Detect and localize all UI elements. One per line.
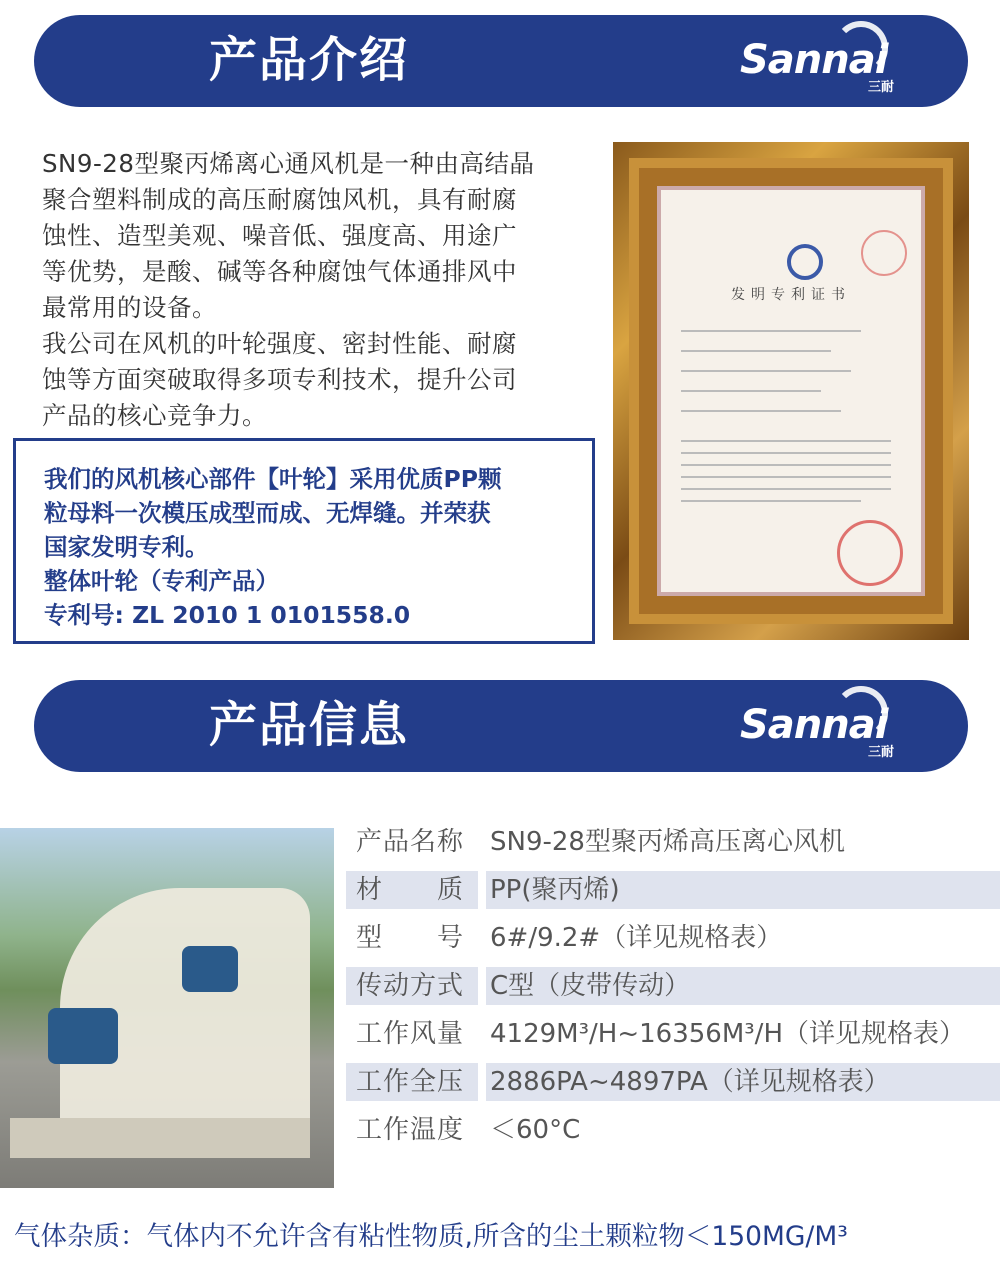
spec-value: C型（皮带传动）	[486, 967, 1000, 1005]
patent-certificate-image	[613, 142, 969, 640]
patent-line: 国家发明专利。	[44, 533, 209, 561]
spec-value: PP(聚丙烯)	[486, 871, 1000, 909]
spec-value: SN9-28型聚丙烯高压离心风机	[490, 827, 845, 857]
cert-text-line	[681, 330, 861, 332]
cert-text-line	[681, 464, 891, 466]
logo-word: Sannai	[740, 37, 888, 83]
spec-label: 工作全压	[346, 1063, 478, 1101]
intro-line: 蚀等方面突破取得多项专利技术，提升公司	[42, 365, 517, 394]
spec-row	[346, 1010, 1000, 1058]
section-title-info: 产品信息	[209, 697, 410, 753]
spec-value: 2886PA~4897PA（详见规格表）	[486, 1063, 1000, 1101]
fan-base	[10, 1118, 310, 1158]
spec-label: 材 质	[346, 871, 478, 909]
spec-label: 工作温度	[356, 1115, 465, 1145]
spec-row	[346, 818, 1000, 866]
logo-word: Sannai	[740, 702, 888, 748]
intro-line: 等优势，是酸、碱等各种腐蚀气体通排风中	[42, 257, 517, 286]
cert-text-line	[681, 488, 891, 490]
intro-line: 蚀性、造型美观、噪音低、强度高、用途广	[42, 221, 517, 250]
intro-line: 聚合塑料制成的高压耐腐蚀风机，具有耐腐	[42, 185, 517, 214]
seal-icon	[861, 230, 907, 276]
sannai-logo	[740, 25, 900, 97]
red-seal-icon	[837, 520, 903, 586]
spec-row	[346, 914, 1000, 962]
product-photo	[0, 828, 334, 1188]
patent-number: 专利号: ZL 2010 1 0101558.0	[44, 601, 411, 629]
section-banner-intro	[34, 15, 968, 107]
spec-label: 传动方式	[346, 967, 478, 1005]
logo-cn: 三耐	[867, 745, 894, 760]
spec-label: 产品名称	[356, 827, 465, 857]
cert-text-line	[681, 440, 891, 442]
spec-label: 工作风量	[356, 1019, 465, 1049]
gas-impurity-note: 气体杂质：气体内不允许含有粘性物质,所含的尘土颗粒物＜150MG/M³	[14, 1221, 848, 1252]
motor	[48, 1008, 118, 1064]
patent-line: 我们的风机核心部件【叶轮】采用优质PP颗	[44, 465, 502, 493]
intro-line: 最常用的设备。	[42, 293, 217, 322]
patent-text	[44, 462, 584, 632]
cert-text-line	[681, 476, 891, 478]
section-title-intro: 产品介绍	[209, 32, 410, 88]
cert-text-line	[681, 390, 821, 392]
certificate-paper	[657, 186, 925, 596]
certificate-title: 发明专利证书	[731, 287, 851, 303]
patent-highlight-box	[13, 438, 595, 644]
intro-line: 产品的核心竞争力。	[42, 401, 267, 430]
spec-row	[346, 1058, 1000, 1106]
patent-line: 整体叶轮（专利产品）	[44, 567, 279, 595]
intro-paragraph	[42, 146, 582, 434]
spec-value: ＜60°C	[490, 1115, 581, 1145]
product-specs-table	[346, 818, 1000, 1154]
cert-text-line	[681, 452, 891, 454]
spec-value: 4129M³/H~16356M³/H（详见规格表）	[490, 1019, 965, 1049]
spec-row	[346, 866, 1000, 914]
intro-line: SN9-28型聚丙烯离心通风机是一种由高结晶	[42, 149, 535, 178]
cert-text-line	[681, 500, 861, 502]
bearing-housing	[182, 946, 238, 992]
frame-inner	[629, 158, 953, 624]
patent-office-emblem-icon	[787, 244, 823, 280]
logo-cn: 三耐	[867, 80, 894, 95]
spec-row	[346, 962, 1000, 1010]
spec-label: 型 号	[356, 923, 465, 953]
sannai-logo	[740, 690, 900, 762]
spec-value: 6#/9.2#（详见规格表）	[490, 923, 783, 953]
spec-row	[346, 1106, 1000, 1154]
cert-text-line	[681, 350, 831, 352]
section-banner-info	[34, 680, 968, 772]
patent-line: 粒母料一次模压成型而成、无焊缝。并荣获	[44, 499, 491, 527]
intro-line: 我公司在风机的叶轮强度、密封性能、耐腐	[42, 329, 517, 358]
cert-text-line	[681, 370, 851, 372]
cert-text-line	[681, 410, 841, 412]
